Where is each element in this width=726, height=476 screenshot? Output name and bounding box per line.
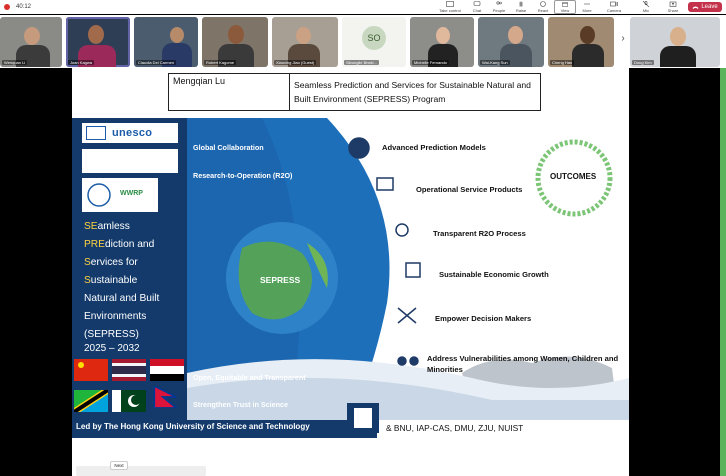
next-slide-button[interactable]: Next (110, 461, 128, 470)
people-icon (495, 1, 503, 7)
nepal-flag-icon (150, 386, 184, 408)
view-button[interactable]: View (554, 0, 576, 14)
raise-hand-icon (517, 1, 525, 7)
open-equitable-label: Open, Equitable and Transparent (193, 373, 306, 382)
wmo-globe-icon (86, 182, 112, 208)
raise-hand-button[interactable]: Raise (510, 0, 532, 14)
slide-header-table (168, 73, 541, 111)
tanzania-flag-icon (74, 390, 108, 412)
camera-button[interactable]: Camera (598, 0, 630, 14)
mic-button[interactable]: Mic (630, 0, 662, 14)
slide-controls-bar (76, 466, 206, 476)
participant-strip (0, 15, 726, 68)
take-control-icon (446, 1, 454, 7)
sepress-acronym-title: SEamless PREdiction and Services for Sustainable Natural and Built Environments (SEPRESS) (84, 221, 160, 340)
participant-tile[interactable]: Wai-Kang Sun (478, 17, 544, 67)
people-button[interactable]: People (488, 0, 510, 14)
speaker-indicator-bar (720, 68, 726, 476)
participant-tile[interactable]: Michelle Fernando (410, 17, 474, 67)
program-years: 2025 – 2032 (84, 343, 140, 354)
take-control-button[interactable]: Take control (434, 0, 466, 14)
participant-tile[interactable]: Doug Kim (630, 17, 720, 67)
participant-tile[interactable]: SO Sibongile Bheki... (342, 17, 406, 67)
outcome-item: Sustainable Economic Growth (439, 270, 549, 279)
leave-button[interactable]: Leave (688, 2, 722, 12)
decade-logo (82, 149, 178, 173)
participant-tile[interactable]: Cheng Han (548, 17, 614, 67)
program-title: Seamless Prediction and Services for Sustainable Natural and Built Environment (SEPRESS) Program (294, 80, 531, 104)
pakistan-flag-icon (112, 390, 146, 412)
r2o-label: Research-to-Operation (R2O) (193, 171, 293, 180)
unesco-logo: unesco (82, 123, 178, 143)
outcome-item: Operational Service Products (416, 185, 523, 194)
china-flag-icon (74, 359, 108, 381)
sepress-center-label: SEPRESS (260, 275, 301, 285)
chat-icon (473, 1, 481, 7)
egypt-flag-icon (150, 359, 184, 381)
outcome-item: Address Vulnerabilities among Women, Children and Minorities (427, 354, 619, 374)
phone-hangup-icon (692, 5, 699, 10)
participant-tile[interactable]: Wenquan Li (0, 17, 62, 67)
avatar: SO (362, 26, 386, 50)
meeting-timer: 40:12 (16, 4, 32, 10)
outcome-item: Transparent R2O Process (433, 229, 526, 238)
led-by-text: Led by The Hong Kong University of Science and Technology (76, 422, 310, 431)
recording-indicator-icon (4, 4, 10, 10)
trust-science-label: Strengthen Trust in Science (193, 400, 289, 409)
partners-text: & BNU, IAP-CAS, DMU, ZJU, NUIST (386, 423, 524, 433)
shared-slide (72, 68, 629, 476)
react-button[interactable]: React (532, 0, 554, 14)
outcome-item: Empower Decision Makers (435, 314, 532, 323)
toolbar-buttons (434, 0, 726, 14)
meeting-toolbar (0, 0, 726, 14)
unesco-temple-icon (86, 126, 106, 140)
participant-tile[interactable]: Robert Kagome (202, 17, 268, 67)
participant-tile[interactable]: Claudia Del Carmen (134, 17, 198, 67)
share-icon (669, 1, 677, 7)
outcome-item: Advanced Prediction Models (382, 143, 486, 152)
strip-next-arrow-icon[interactable]: › (621, 33, 625, 44)
share-button[interactable]: Share (662, 0, 684, 14)
global-collaboration-label: Global Collaboration (193, 143, 264, 152)
sepress-poster (72, 118, 629, 438)
react-icon (539, 1, 547, 7)
view-icon (561, 2, 569, 7)
participant-tile[interactable]: Joan Kagwa (66, 17, 130, 67)
camera-icon (610, 1, 618, 7)
more-icon (583, 1, 591, 7)
wmo-logo: WWRP (82, 178, 158, 212)
participant-tile[interactable]: Xiaoxing Jiao (Guest) (272, 17, 338, 67)
outcomes-label: OUTCOMES (550, 172, 597, 181)
poster-left-panel (72, 118, 187, 438)
chat-button[interactable]: Chat (466, 0, 488, 14)
mic-icon (642, 1, 650, 7)
more-button[interactable]: More (576, 0, 598, 14)
presenter-name: Mengqian Lu (169, 74, 290, 110)
thailand-flag-icon (112, 359, 146, 381)
